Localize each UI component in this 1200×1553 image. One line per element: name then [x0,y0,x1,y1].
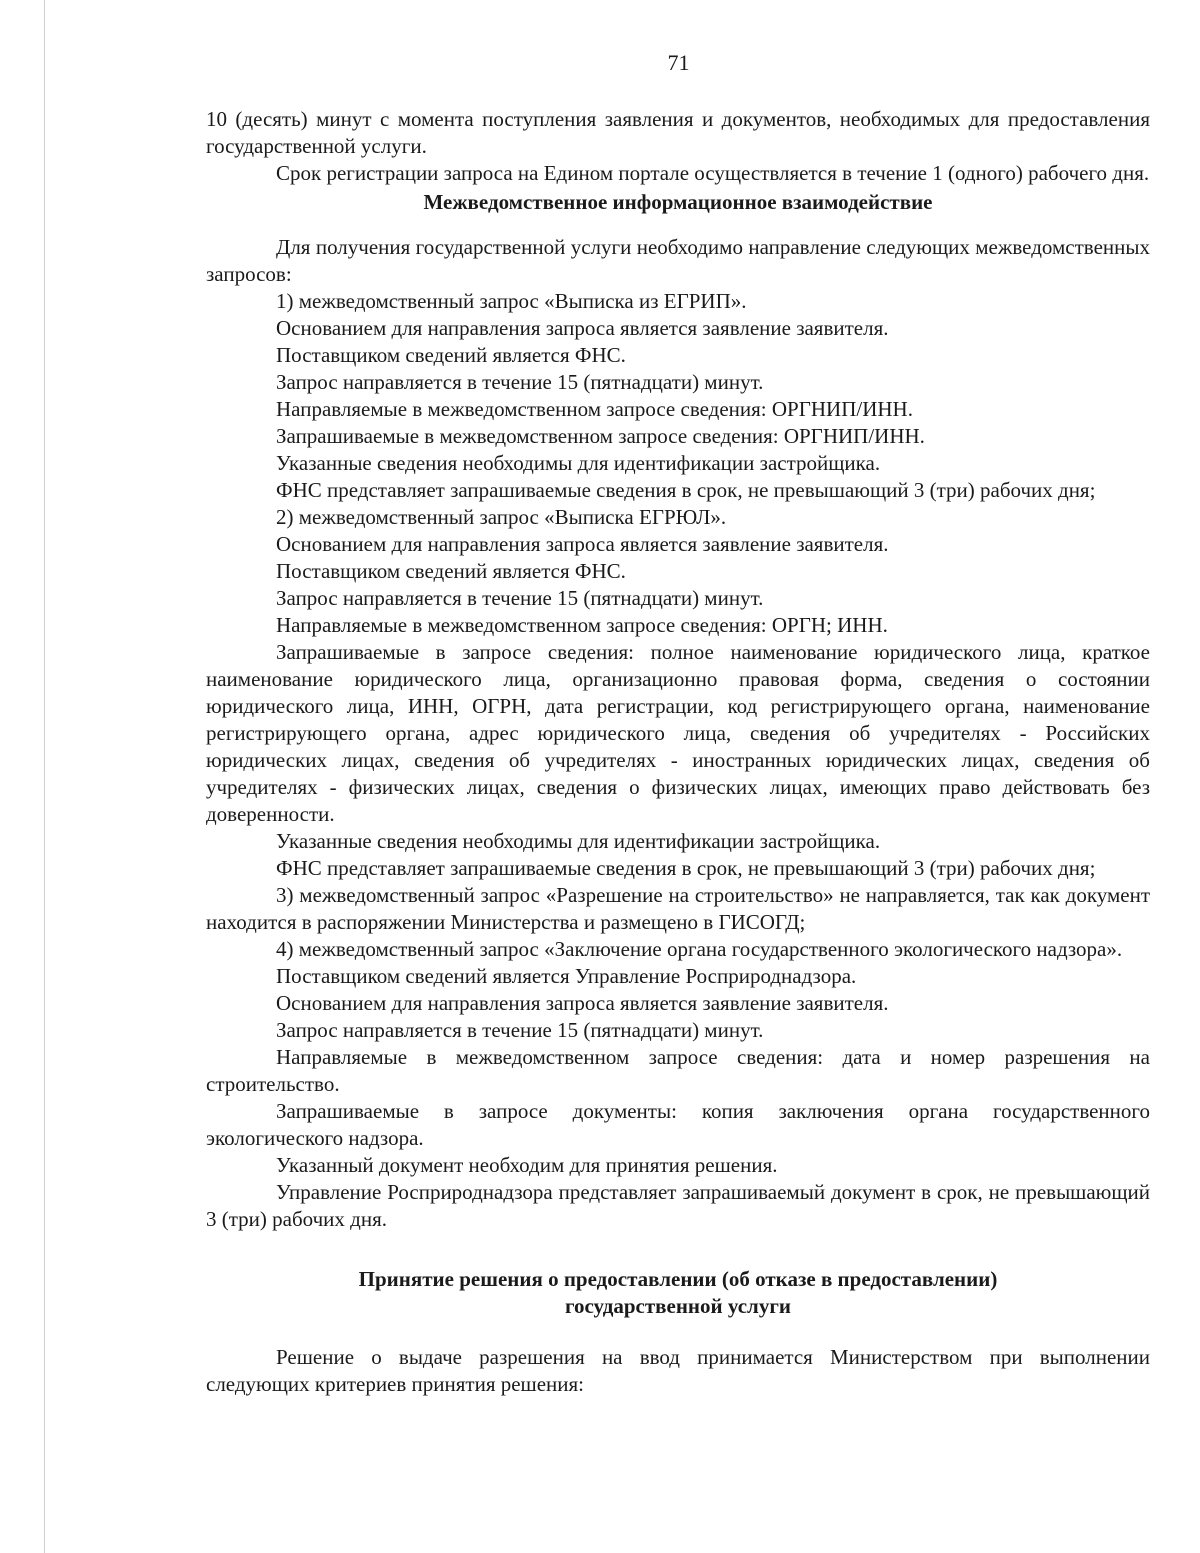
paragraph: Запрос направляется в течение 15 (пятнадцати) минут. [276,1018,764,1042]
paragraph: Для получения государственной услуги необходимо направление следующих межведомственных запросов: [206,235,1150,286]
paragraph: Запрашиваемые в запросе сведения: полное наименование юридического лица, краткое наименование юридического лица, организационно правовая форма, сведения о состоянии юридического лица, ИНН, ОГРН, дата регистрации, код регистрирующего органа, наименование регистрирующего органа, адрес юридического лица, сведения об учредителях - Российских юридических лицах, сведения об учредителях - иностранных юридических лицах, сведения об учредителях - физических лицах, сведения о физических лицах, имеющих право действовать без доверенности. [206,640,1150,826]
spacer [206,1320,1150,1344]
paragraph: Срок регистрации запроса на Едином портале осуществляется в течение 1 (одного) рабочего дня. [276,161,1150,185]
section-heading: Межведомственное информационное взаимодействие [423,190,933,214]
section-heading-line-1: Принятие решения о предоставлении (об отказе в предоставлении) [358,1267,998,1291]
paragraph: Указанные сведения необходимы для идентификации застройщика. [276,451,881,475]
paragraph: Направляемые в межведомственном запросе сведения: ОРГН; ИНН. [276,613,888,637]
scan-edge-line [44,0,45,1553]
paragraph: Основанием для направления запроса является заявление заявителя. [276,991,889,1015]
paragraph: Запрашиваемые в межведомственном запросе сведения: ОРГНИП/ИНН. [276,424,925,448]
section-heading-line-2: государственной услуги [565,1294,791,1318]
paragraph: Управление Росприроднадзора представляет запрашиваемый документ в срок, не превышающий 3 (три) рабочих дня. [206,1180,1150,1231]
list-item: 1) межведомственный запрос «Выписка из ЕГРИП». [276,289,747,313]
list-item: 2) межведомственный запрос «Выписка ЕГРЮЛ». [276,505,727,529]
paragraph: ФНС представляет запрашиваемые сведения в срок, не превышающий 3 (три) рабочих дня; [276,856,1096,880]
paragraph: Запрос направляется в течение 15 (пятнадцати) минут. [276,370,764,394]
paragraph: Поставщиком сведений является ФНС. [276,559,626,583]
paragraph: Указанные сведения необходимы для идентификации застройщика. [276,829,881,853]
paragraph: Основанием для направления запроса является заявление заявителя. [276,532,889,556]
paragraph: Поставщиком сведений является Управление Росприроднадзора. [276,964,857,988]
spacer [206,1233,1150,1266]
paragraph: Указанный документ необходим для принятия решения. [276,1153,778,1177]
paragraph: Основанием для направления запроса является заявление заявителя. [276,316,889,340]
paragraph: 10 (десять) минут с момента поступления заявления и документов, необходимых для предоставления государственной услуги. [206,107,1150,158]
paragraph: Направляемые в межведомственном запросе сведения: дата и номер разрешения на строительство. [206,1045,1150,1096]
document-body [206,106,1150,1398]
paragraph: Направляемые в межведомственном запросе сведения: ОРГНИП/ИНН. [276,397,913,421]
page-number: 71 [667,50,690,75]
list-item: 4) межведомственный запрос «Заключение органа государственного экологического надзора». [276,937,1123,961]
paragraph: Поставщиком сведений является ФНС. [276,343,626,367]
paragraph: Запрос направляется в течение 15 (пятнадцати) минут. [276,586,764,610]
paragraph: Решение о выдаче разрешения на ввод принимается Министерством при выполнении следующих критериев принятия решения: [206,1345,1150,1396]
paragraph: Запрашиваемые в запросе документы: копия заключения органа государственного экологического надзора. [206,1099,1150,1150]
list-item: 3) межведомственный запрос «Разрешение на строительство» не направляется, так как документ находится в распоряжении Министерства и размещено в ГИСОГД; [206,883,1150,934]
paragraph: ФНС представляет запрашиваемые сведения в срок, не превышающий 3 (три) рабочих дня; [276,478,1096,502]
spacer [206,216,1150,234]
